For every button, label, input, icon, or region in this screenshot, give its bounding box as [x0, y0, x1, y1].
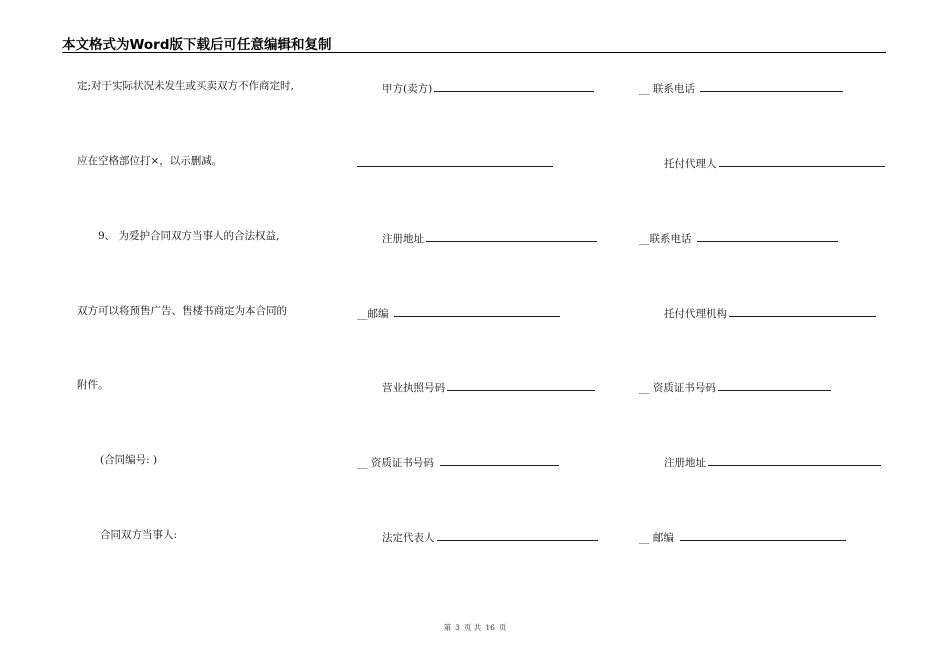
contract-parties-label: 合同双方当事人: — [100, 529, 178, 541]
qualification-field-middle — [357, 453, 559, 470]
postcode-blank-right — [680, 528, 846, 541]
business-license-label: 营业执照号码 — [382, 382, 445, 394]
page-total: 16 — [485, 623, 495, 632]
left-text-clause-9: 9、 为爱护合同双方当事人的合法权益, — [98, 230, 280, 242]
left-text-line-4: 双方可以将预售广告、售楼书商定为本合同的 — [77, 305, 287, 317]
page-mid: 页 共 — [463, 623, 482, 632]
page-footer — [0, 622, 950, 633]
document-header: 本文格式为Word版下载后可任意编辑和复制 — [62, 37, 332, 53]
agency-blank — [729, 304, 876, 317]
qualification-blank-middle — [440, 453, 559, 466]
left-text-line-1: 定;对于实际状况未发生或买卖双方不作商定时, — [77, 80, 294, 92]
phone-field-1 — [639, 79, 843, 96]
page-number: 3 — [455, 623, 460, 632]
qualification-label-right: __ 资质证书号码 — [639, 382, 716, 394]
qualification-label-middle: __ 资质证书号码 — [357, 457, 434, 469]
phone-label-2: __联系电话 — [639, 233, 692, 245]
contract-number-label: (合同编号: ) — [100, 454, 158, 466]
agent-label: 托付代理人 — [664, 158, 717, 170]
agency-field — [664, 304, 876, 321]
seller-blank — [434, 79, 594, 92]
postcode-field — [357, 304, 560, 321]
seller-field — [382, 79, 594, 96]
seller-label: 甲方(卖方) — [382, 83, 433, 95]
postcode-field-right — [639, 528, 846, 545]
postcode-label: __邮编 — [357, 308, 389, 320]
business-license-blank — [447, 378, 595, 391]
agent-field — [664, 154, 885, 171]
empty-blank — [357, 154, 553, 167]
legal-rep-blank — [437, 528, 598, 541]
page-prefix: 第 — [443, 623, 452, 632]
reg-address-label: 注册地址 — [382, 233, 424, 245]
reg-address-field-right — [664, 453, 881, 470]
reg-address-blank — [426, 229, 597, 242]
left-text-line-2: 应在空格部位打×，以示删减。 — [77, 155, 223, 167]
phone-blank-1 — [700, 79, 843, 92]
agent-blank — [719, 154, 885, 167]
blank-line-field — [357, 154, 553, 171]
business-license-field — [382, 378, 595, 395]
phone-label-1: __ 联系电话 — [639, 83, 695, 95]
postcode-blank — [394, 304, 560, 317]
left-text-line-5: 附件。 — [77, 379, 109, 391]
reg-address-label-right: 注册地址 — [664, 457, 706, 469]
agency-label: 托付代理机构 — [664, 308, 727, 320]
phone-field-2 — [639, 229, 838, 246]
legal-rep-label: 法定代表人 — [382, 532, 435, 544]
reg-address-blank-right — [708, 453, 881, 466]
legal-rep-field — [382, 528, 598, 545]
page-suffix: 页 — [498, 623, 507, 632]
header-divider — [62, 52, 886, 53]
reg-address-field — [382, 229, 597, 246]
qualification-field-right — [639, 378, 831, 395]
qualification-blank-right — [718, 378, 831, 391]
postcode-label-right: __ 邮编 — [639, 532, 674, 544]
phone-blank-2 — [697, 229, 838, 242]
